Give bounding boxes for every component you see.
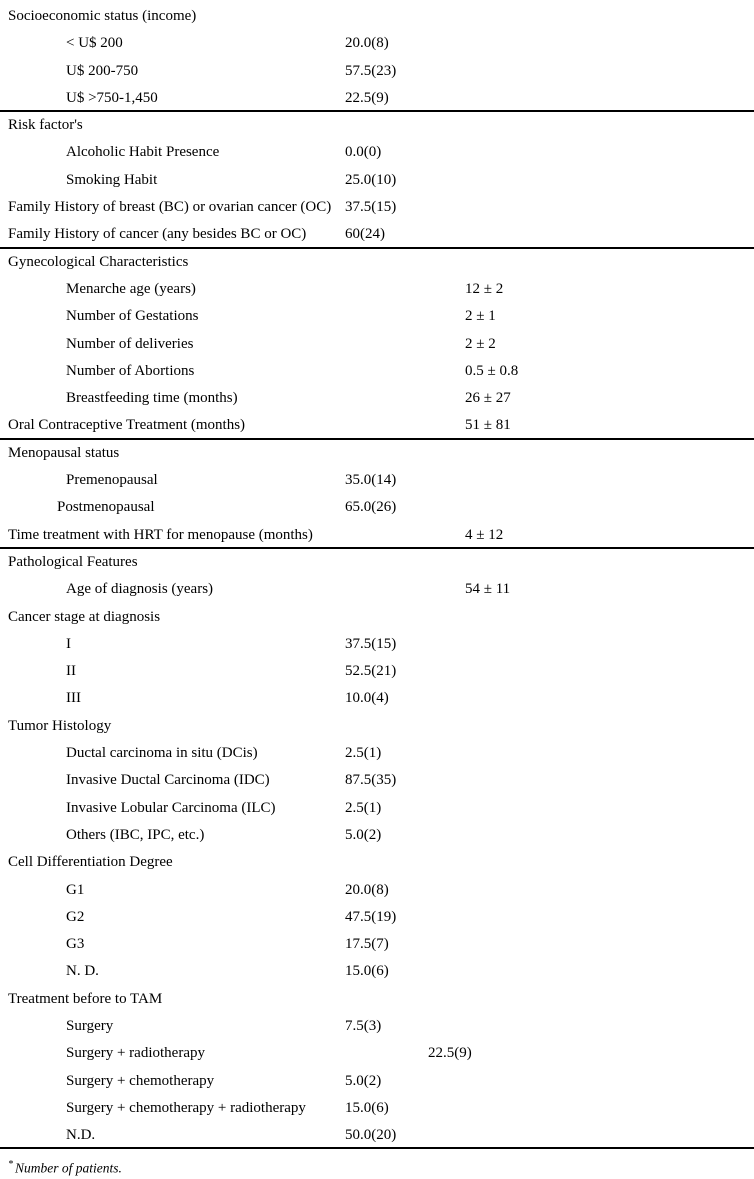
table-row [0,58,754,85]
row-label: G3 [66,936,85,953]
table-row [0,1095,754,1122]
row-label: Ductal carcinoma in situ (DCis) [66,745,258,762]
table-row [0,767,754,794]
section-header-label: Risk factor's [8,117,83,134]
row-value: 20.0(8) [345,35,389,52]
row-label: Surgery + chemotherapy + radiotherapy [66,1099,306,1116]
row-label: Time treatment with HRT for menopause (months) [8,526,313,543]
table-row [0,1013,754,1040]
table-row [0,385,754,412]
table-row [0,904,754,931]
table-row [0,467,754,494]
row-value: 0.0(0) [345,144,382,161]
row-value: 25.0(10) [345,171,397,188]
section-header-row [0,440,754,467]
table-row [0,931,754,958]
row-label: Surgery [66,1017,114,1034]
section-header-row [0,249,754,276]
row-label: Oral Contraceptive Treatment (months) [8,417,246,434]
row-label: < U$ 200 [66,35,123,52]
row-value: 4 ± 12 [465,526,504,543]
table-row [0,276,754,303]
row-label: Others (IBC, IPC, etc.) [66,826,205,843]
section-header-row [0,3,754,30]
table-row [0,331,754,358]
row-value: 5.0(2) [345,1072,382,1089]
row-label: III [66,690,81,707]
section-header-row [0,713,754,740]
table-row [0,576,754,603]
row-value: 2.5(1) [345,745,382,762]
table-row [0,167,754,194]
row-label: Invasive Ductal Carcinoma (IDC) [66,772,270,789]
row-value: 51 ± 81 [465,417,511,434]
row-label: Menarche age (years) [66,280,196,297]
section-header-row [0,986,754,1013]
table-row [0,1068,754,1095]
row-label: Number of Gestations [66,308,199,325]
row-value: 87.5(35) [345,772,397,789]
table-row [0,658,754,685]
table-row [0,1040,754,1067]
row-label: Age of diagnosis (years) [66,581,214,598]
row-value: 60(24) [345,226,385,243]
row-value: 37.5(15) [345,199,397,216]
table-row [0,30,754,57]
table-row [0,358,754,385]
row-value: 50.0(20) [345,1127,397,1144]
row-value: 54 ± 11 [465,581,511,598]
table-row [0,522,754,549]
row-value: 17.5(7) [345,936,389,953]
row-value: 5.0(2) [345,826,382,843]
row-label: U$ >750-1,450 [66,89,158,106]
table-row [0,85,754,112]
row-value: 22.5(9) [345,89,389,106]
row-label: Surgery + chemotherapy [66,1072,215,1089]
row-label: Surgery + radiotherapy [66,1045,205,1062]
table-row [0,822,754,849]
table-row [0,1122,754,1149]
section-header-label: Menopausal status [8,444,120,461]
table-body [0,3,754,1149]
row-value: 20.0(8) [345,881,389,898]
section-header-row [0,849,754,876]
section-header-label: Cell Differentiation Degree [8,854,173,871]
row-label: Alcoholic Habit Presence [66,144,220,161]
row-label: Number of Abortions [66,362,195,379]
table-row [0,139,754,166]
row-value: 35.0(14) [345,472,397,489]
row-label: Postmenopausal [57,499,155,516]
table-row [0,631,754,658]
row-label: Premenopausal [66,472,158,489]
row-label: Smoking Habit [66,171,158,188]
row-value: 12 ± 2 [465,280,504,297]
row-label: Invasive Lobular Carcinoma (ILC) [66,799,276,816]
footnote-text: Number of patients. [15,1160,122,1176]
section-header-row [0,112,754,139]
footnote-asterisk: * [8,1159,13,1171]
row-value: 37.5(15) [345,635,397,652]
row-value: 2.5(1) [345,799,382,816]
section-header-label: Socioeconomic status (income) [8,8,197,24]
row-value: 15.0(6) [345,1099,389,1116]
section-header-label: Treatment before to TAM [8,990,163,1007]
table-row [0,795,754,822]
row-value: 2 ± 1 [465,308,496,325]
row-value: 22.5(9) [428,1045,472,1062]
row-value: 10.0(4) [345,690,389,707]
table-row [0,303,754,330]
row-label: G2 [66,908,85,925]
table-row [0,877,754,904]
row-value: 52.5(21) [345,663,397,680]
row-value: 26 ± 27 [465,390,511,407]
row-label: G1 [66,881,85,898]
table-row [0,412,754,439]
section-header-row [0,604,754,631]
section-header-label: Cancer stage at diagnosis [8,608,161,625]
row-label: Breastfeeding time (months) [66,390,238,407]
row-value: 7.5(3) [345,1017,382,1034]
row-value: 15.0(6) [345,963,389,980]
section-header-label: Tumor Histology [8,717,112,734]
table-row [0,740,754,767]
row-label: Family History of breast (BC) or ovarian cancer (OC) [8,199,332,216]
table-row [0,494,754,521]
row-value: 57.5(23) [345,62,397,79]
row-label: Family History of cancer (any besides BC or OC) [8,226,307,243]
row-value: 2 ± 2 [465,335,496,352]
section-header-label: Gynecological Characteristics [8,253,189,270]
row-value: 65.0(26) [345,499,397,516]
table-footnote [0,1149,754,1178]
row-value: 0.5 ± 0.8 [465,362,519,379]
row-label: N.D. [66,1127,96,1144]
row-value: 47.5(19) [345,908,397,925]
table-row [0,221,754,248]
section-header-row [0,549,754,576]
table-row [0,958,754,985]
section-header-label: Pathological Features [8,553,138,570]
table-row [0,194,754,221]
row-label: I [66,635,71,652]
row-label: II [66,663,76,680]
row-label: N. D. [66,963,99,980]
table-row [0,685,754,712]
row-label: Number of deliveries [66,335,194,352]
row-label: U$ 200-750 [66,62,139,79]
